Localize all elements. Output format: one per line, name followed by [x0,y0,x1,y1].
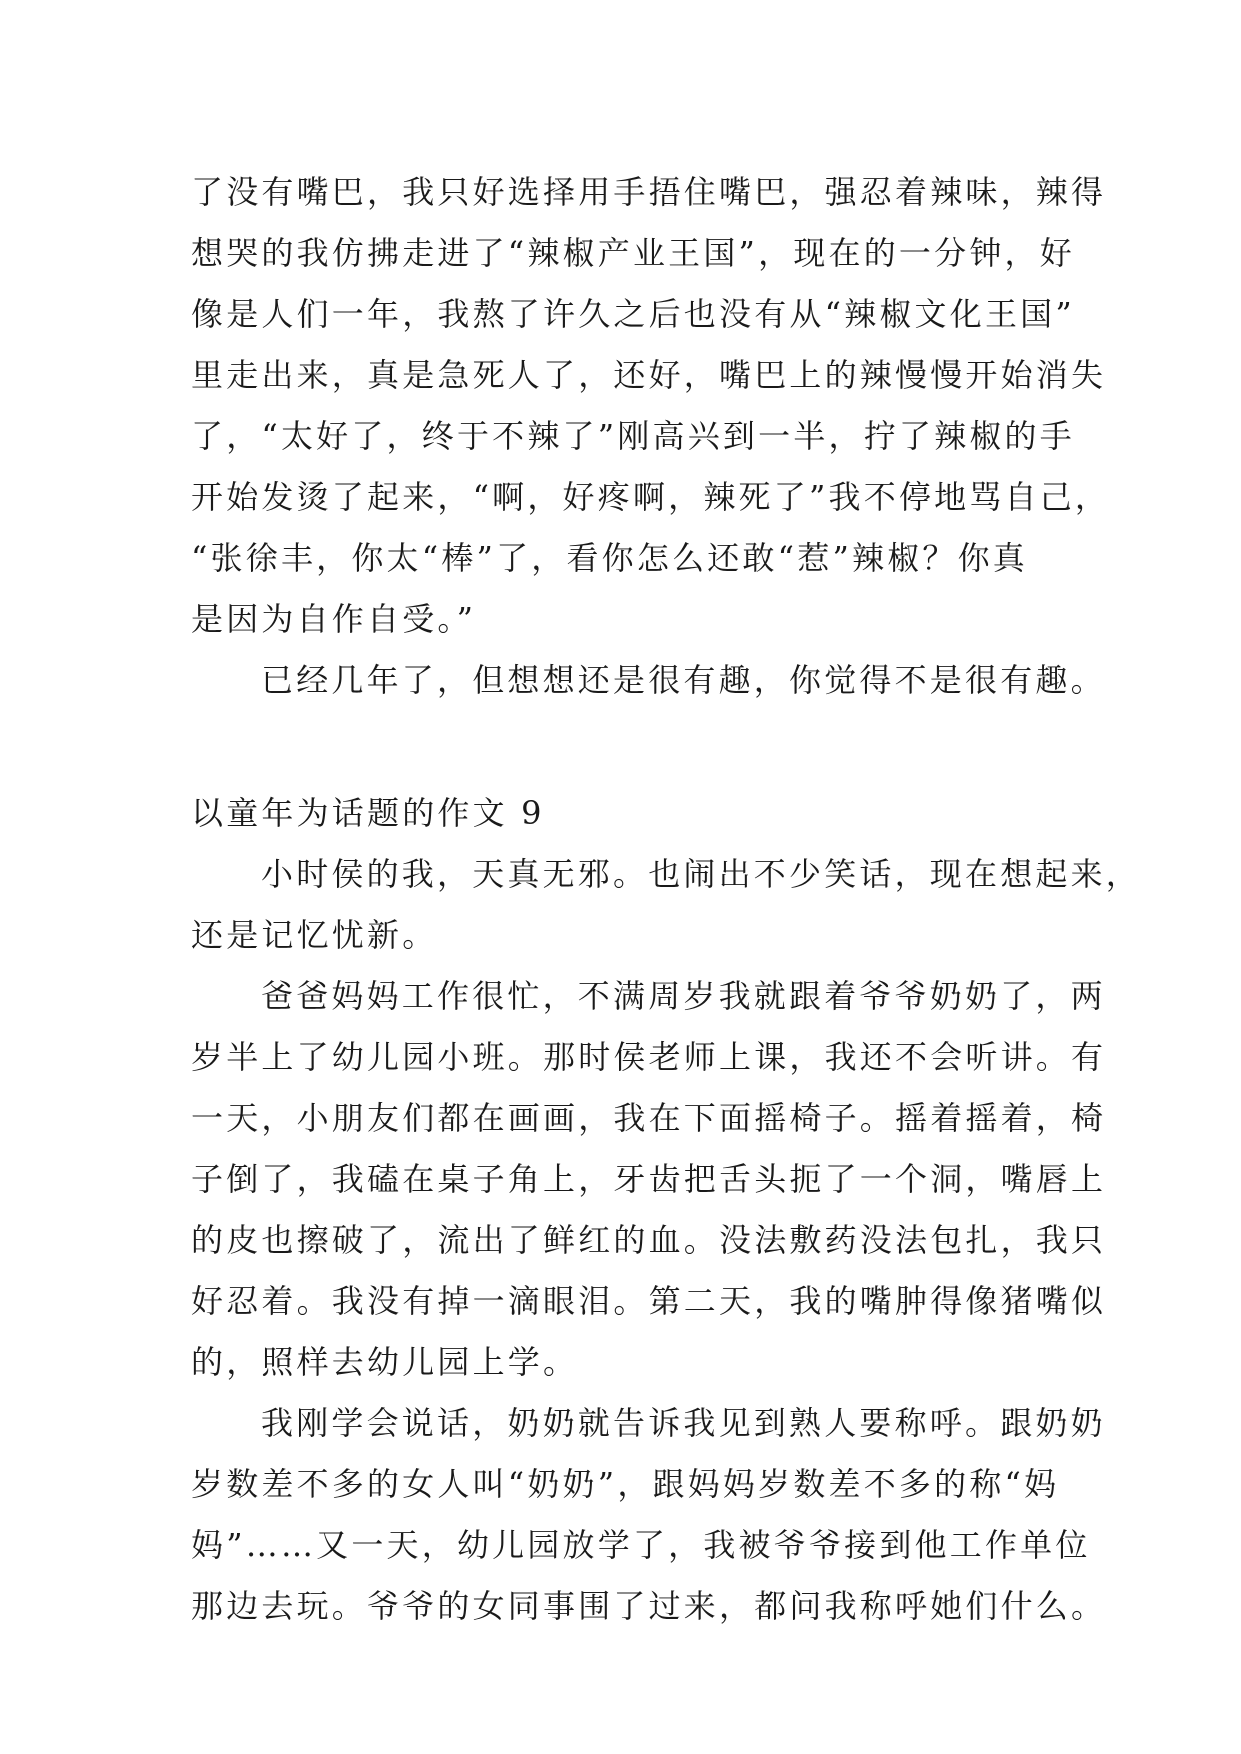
essay-title: 以童年为话题的作文 9 [191,794,545,832]
document-body [191,162,1142,1637]
text-line: 的皮也擦破了，流出了鲜红的血。没法敷药没法包扎，我只 [191,1221,1107,1259]
previous-essay-paragraph [191,162,1111,650]
essay-paragraph-3 [191,1393,1107,1637]
essay-paragraph-2 [191,966,1107,1393]
text-line: 了，“太好了，终于不辣了”刚高兴到一半，拧了辣椒的手 [191,417,1075,455]
essay-paragraph-1 [191,844,1142,966]
text-line: 岁半上了幼儿园小班。那时侯老师上课，我还不会听讲。有 [191,1038,1107,1076]
section-spacer [191,711,1091,783]
text-line: 小时侯的我，天真无邪。也闹出不少笑话，现在想起来， [261,855,1142,893]
text-line: 我刚学会说话，奶奶就告诉我见到熟人要称呼。跟奶奶 [261,1404,1106,1442]
text-line: 是因为自作自受。” [191,600,477,638]
text-line: 了没有嘴巴，我只好选择用手捂住嘴巴，强忍着辣味，辣得 [191,173,1107,211]
text-line: 那边去玩。爷爷的女同事围了过来，都问我称呼她们什么。 [191,1587,1107,1625]
text-line: 的，照样去幼儿园上学。 [191,1343,579,1381]
text-line: 子倒了，我磕在桌子角上，牙齿把舌头扼了一个洞，嘴唇上 [191,1160,1107,1198]
text-line: 岁数差不多的女人叫“奶奶”，跟妈妈岁数差不多的称“妈 [191,1465,1060,1503]
text-line: 还是记忆忧新。 [191,916,438,954]
closing-paragraph: 已经几年了，但想想还是很有趣，你觉得不是很有趣。 [261,661,1106,699]
text-line: 爸爸妈妈工作很忙，不满周岁我就跟着爷爷奶奶了，两 [261,977,1106,1015]
text-line: 开始发烫了起来，“啊，好疼啊，辣死了”我不停地骂自己， [191,478,1111,516]
text-line: 妈”……又一天，幼儿园放学了，我被爷爷接到他工作单位 [191,1526,1091,1564]
text-line: 里走出来，真是急死人了，还好，嘴巴上的辣慢慢开始消失 [191,356,1107,394]
text-line: “张徐丰，你太“棒”了，看你怎么还敢“惹”辣椒？你真 [191,539,1028,577]
text-line: 好忍着。我没有掉一滴眼泪。第二天，我的嘴肿得像猪嘴似 [191,1282,1107,1320]
text-line: 像是人们一年，我熬了许久之后也没有从“辣椒文化王国” [191,295,1075,333]
text-line: 想哭的我仿拂走进了“辣椒产业王国”，现在的一分钟，好 [191,234,1075,272]
text-line: 一天，小朋友们都在画画，我在下面摇椅子。摇着摇着，椅 [191,1099,1107,1137]
